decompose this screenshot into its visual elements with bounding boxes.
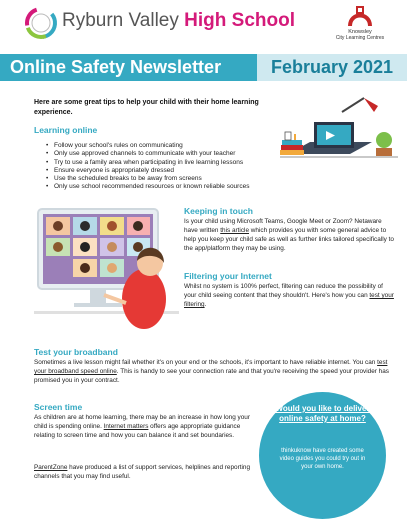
newsletter-title: Online Safety Newsletter [10, 57, 222, 77]
this-article-link[interactable]: this article [220, 227, 250, 234]
header [0, 0, 407, 52]
keeping-text-post: which provides you with some general advice to help you keep your child safe as well as further links tailored specifically to the app/platform they may be using. [184, 227, 394, 252]
parentzone-link[interactable]: ParentZone [34, 464, 68, 471]
broadband-text [34, 358, 396, 385]
filtering-text-post: . [204, 301, 207, 308]
keeping-heading: Keeping in touch [184, 206, 253, 216]
list-item: • Only use school recommended resources or known reliable sources [46, 183, 296, 191]
intro-text: Here are some great tips to help your child with their home learning experience. [34, 99, 259, 116]
newsletter-date: February 2021 [271, 57, 394, 77]
filtering-text [184, 282, 394, 309]
list-item: • Only use approved channels to communicate with your teacher [46, 150, 296, 158]
title-banner [0, 54, 407, 81]
filtering-heading: Filtering your Internet [184, 271, 272, 281]
broadband-speed-link[interactable]: test your broadband speed online [34, 359, 388, 375]
parentzone-text [34, 463, 254, 481]
broadband-heading: Test your broadband [34, 347, 118, 357]
partner-logo [334, 4, 386, 41]
internet-matters-link[interactable]: Internet matters [103, 423, 149, 430]
broadband-text-post: . This is handy to see your connection rate and that you're receiving the speed your provider has promised you in your contract. [34, 368, 389, 384]
video-call-illustration [34, 207, 179, 340]
parentzone-text-post: have produced a list of support services, helplines and reporting channels that you may find useful. [34, 464, 251, 480]
screen-heading: Screen time [34, 402, 83, 412]
school-name-highlight: High School [184, 10, 295, 31]
newsletter-date-box [257, 54, 407, 81]
filtering-text-pre: Whilst no system is 100% perfect, filtering can reduce the possibility of your child seeing content that they shouldn't. Here's how you can [184, 283, 383, 299]
plant-icon [376, 148, 392, 156]
partner-name: Knowsley [348, 29, 372, 35]
broadband-text-pre: Sometimes a live lesson might fail whether it's on your end or the schools, it's important to have reliable internet. You can [34, 359, 378, 366]
school-name-prefix: Ryburn Valley [62, 10, 185, 31]
keeping-text [184, 217, 394, 253]
learning-heading: Learning online [34, 125, 98, 135]
partner-subtitle: City Learning Centres [335, 35, 385, 41]
desk-illustration [280, 84, 400, 194]
knowsley-logo-icon [347, 4, 373, 28]
callout-text: thinkuknow have created some video guides you could try out in your own home. [279, 448, 366, 470]
lamp-icon [364, 98, 378, 112]
thinkuknow-callout [259, 392, 386, 519]
list-item: • Try to use a family area when participating in live learning lessons [46, 159, 296, 167]
keeping-text-pre: Is your child using Microsoft Teams, Google Meet or Zoom? Netaware have written [184, 218, 382, 234]
list-item: • Use the scheduled breaks to be away from screens [46, 175, 296, 183]
test-filtering-link[interactable]: test your filtering [184, 292, 394, 308]
school-name [62, 10, 295, 32]
list-item: • Follow your school's rules on communicating [46, 142, 296, 150]
screen-text-post: offers age appropriate guidance relating to screen time and how you can balance it and set boundaries. [34, 423, 241, 439]
screen-text-pre: As children are at home learning, there may be an increase in how long your child is spending online. [34, 414, 250, 430]
child-figure [122, 269, 166, 329]
books-icon [280, 150, 304, 155]
screen-text [34, 413, 254, 440]
school-logo-icon [24, 6, 58, 40]
callout-title-link[interactable]: Would you like to deliver online safety at home? [275, 404, 370, 423]
learning-list [46, 142, 296, 192]
list-item: • Ensure everyone is appropriately dressed [46, 167, 296, 175]
